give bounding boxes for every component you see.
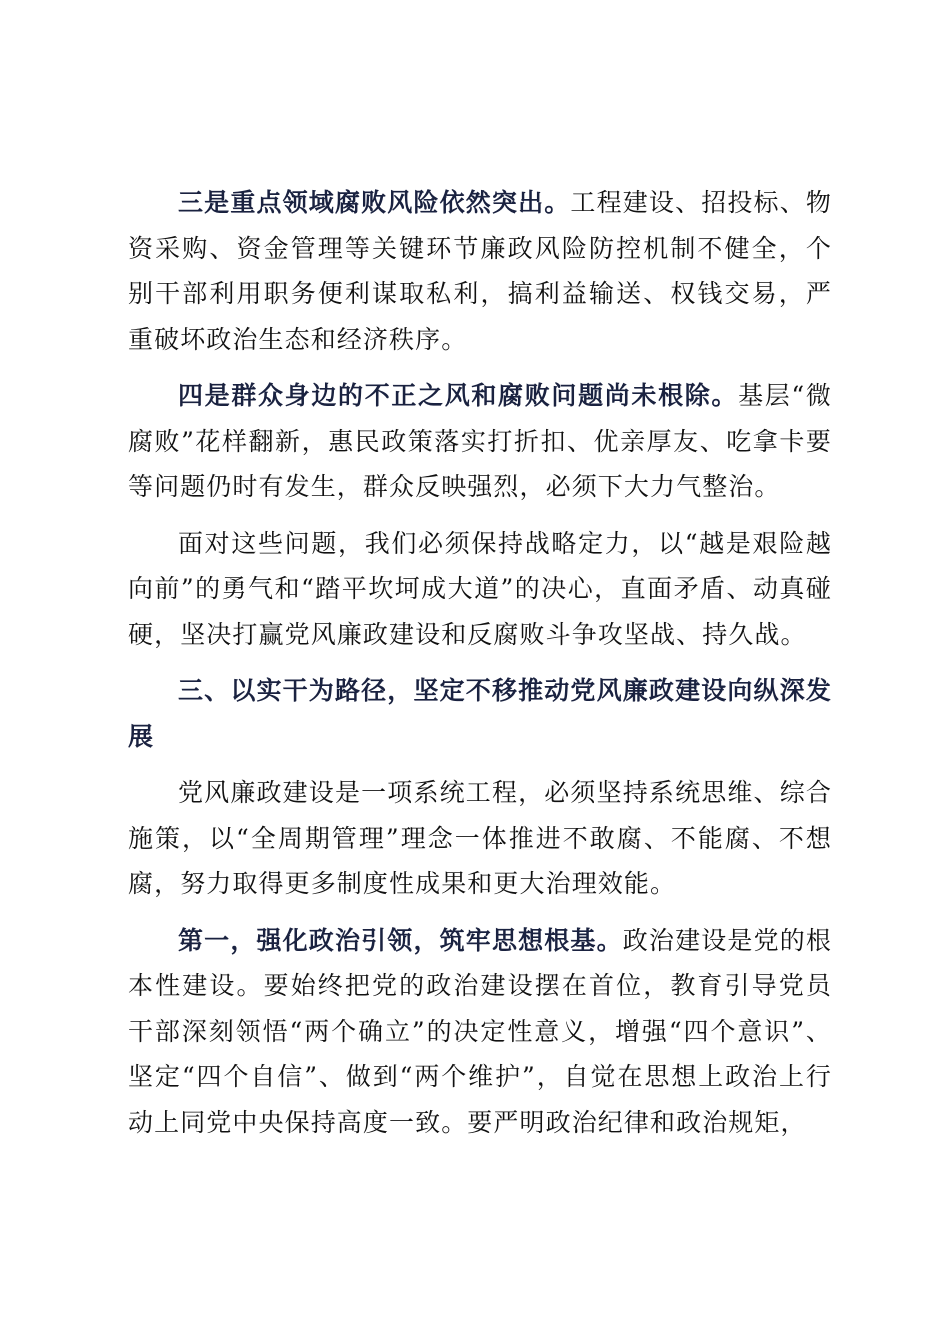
paragraph-strategic-resolve xyxy=(128,521,832,658)
paragraph-key-areas-risk xyxy=(128,180,832,362)
paragraph-lead: 三是重点领域腐败风险依然突出。 xyxy=(178,188,571,217)
paragraph-text: 基层“微腐败”花样翻新，惠民政策落实打折扣、优亲厚友、吃拿卡要等问题仍时有发生，群众反映强烈，必须下大力气整治。 xyxy=(128,381,832,501)
paragraph-lead: 第一，强化政治引领，筑牢思想根基。 xyxy=(178,925,623,955)
paragraph-text: 党风廉政建设是一项系统工程，必须坚持系统思维、综合施策，以“全周期管理”理念一体推进不敢腐、不能腐、不想腐，努力取得更多制度性成果和更大治理效能。 xyxy=(128,778,832,898)
section-heading: 三、以实干为路径，坚定不移推动党风廉政建设向纵深发展 xyxy=(128,676,832,751)
paragraph-lead: 四是群众身边的不正之风和腐败问题尚未根除。 xyxy=(178,381,739,410)
document-body xyxy=(128,180,832,1156)
paragraph-system-engineering xyxy=(128,770,832,907)
paragraph-text: 面对这些问题，我们必须保持战略定力，以“越是艰险越向前”的勇气和“踏平坎坷成大道”的决心，直面矛盾、动真碰硬，坚决打赢党风廉政建设和反腐败斗争攻坚战、持久战。 xyxy=(128,528,832,649)
paragraph-text: 政治建设是党的根本性建设。要始终把党的政治建设摆在首位，教育引导党员干部深刻领悟“两个确立”的决定性意义，增强“四个意识”、坚定“四个自信”、做到“两个维护”，自觉在思想上政治上行动上同党中央保持高度一致。要严明政治纪律和政治规矩， xyxy=(128,925,832,1137)
paragraph-political-guidance xyxy=(128,918,832,1146)
paragraph-text: 工程建设、招投标、物资采购、资金管理等关键环节廉政风险防控机制不健全，个别干部利用职务便利谋取私利，搞利益输送、权钱交易，严重破坏政治生态和经济秩序。 xyxy=(128,188,832,354)
paragraph-grassroots-corruption xyxy=(128,373,832,510)
